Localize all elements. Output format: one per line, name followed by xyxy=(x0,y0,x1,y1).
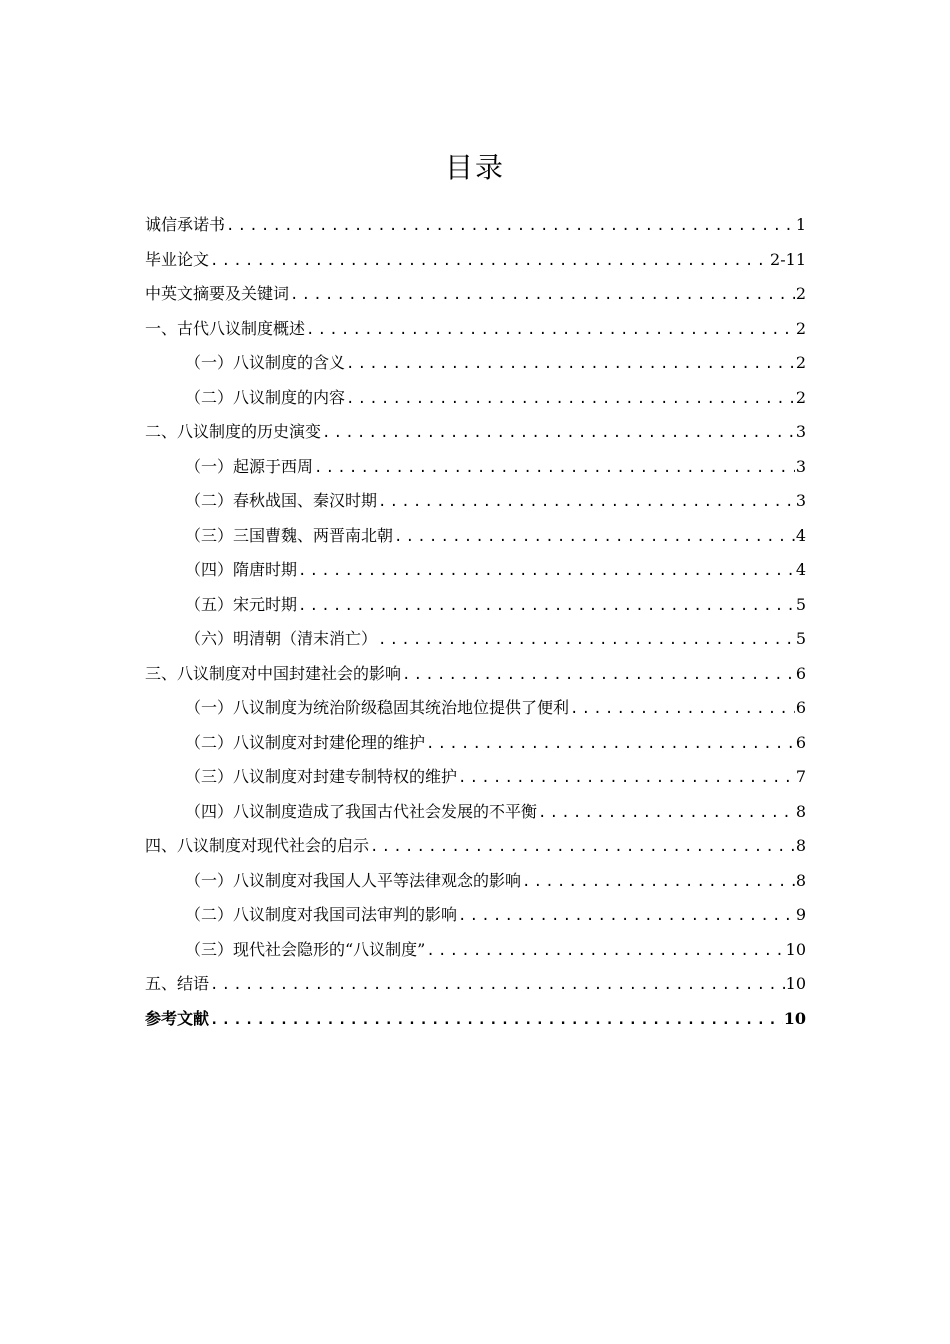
toc-entry-label: （二）八议制度对我国司法审判的影响 xyxy=(185,905,458,924)
toc-entry-page: 8 xyxy=(795,870,806,890)
toc-entry-page: 5 xyxy=(795,594,806,614)
toc-entry-page: 9 xyxy=(795,905,806,924)
toc-subentry[interactable] xyxy=(145,450,806,485)
toc-entry-page: 6 xyxy=(795,698,806,717)
toc-entry-label: 毕业论文 xyxy=(145,249,210,269)
table-of-contents xyxy=(145,208,806,1036)
toc-entry-label: 一、古代八议制度概述 xyxy=(145,318,306,338)
toc-subentry[interactable] xyxy=(145,346,806,381)
toc-entry-page: 6 xyxy=(795,663,806,683)
toc-entry-page: 8 xyxy=(795,836,806,855)
toc-subentry[interactable] xyxy=(145,795,806,830)
dot-leader xyxy=(314,451,795,486)
toc-subentry[interactable] xyxy=(145,933,806,968)
toc-subentry[interactable] xyxy=(145,622,806,657)
dot-leader xyxy=(210,968,785,1003)
toc-entry-page: 2-11 xyxy=(770,249,806,269)
dot-leader xyxy=(290,278,795,313)
toc-entry-label: （五）宋元时期 xyxy=(185,594,298,614)
dot-leader xyxy=(426,934,784,969)
toc-entry-label: （三）现代社会隐形的“八议制度” xyxy=(185,939,426,959)
dot-leader xyxy=(394,520,795,555)
toc-entry[interactable] xyxy=(145,967,806,1002)
toc-entry-page: 2 xyxy=(795,318,806,338)
dot-leader xyxy=(346,347,795,382)
toc-entry-label: （一）八议制度为统治阶级稳固其统治地位提供了便利 xyxy=(185,698,570,717)
dot-leader xyxy=(210,244,769,279)
toc-entry-label: （四）八议制度造成了我国古代社会发展的不平衡 xyxy=(185,801,538,821)
toc-entry-page: 10 xyxy=(783,1008,806,1028)
toc-entry-page: 10 xyxy=(785,939,806,959)
toc-entry-page: 3 xyxy=(795,456,806,476)
toc-entry-page: 3 xyxy=(795,491,806,510)
toc-entry-label: （三）八议制度对封建专制特权的维护 xyxy=(185,767,458,786)
dot-leader xyxy=(378,485,795,520)
dot-leader xyxy=(378,623,795,658)
toc-subentry[interactable] xyxy=(145,553,806,588)
toc-entry[interactable] xyxy=(145,208,806,243)
toc-entry-page: 8 xyxy=(795,801,806,821)
toc-entry-label: （二）春秋战国、秦汉时期 xyxy=(185,491,378,510)
toc-entry-page: 1 xyxy=(795,215,806,234)
dot-leader xyxy=(402,658,795,693)
dot-leader xyxy=(426,727,795,762)
toc-entry-label: （一）八议制度对我国人人平等法律观念的影响 xyxy=(185,870,522,890)
toc-entry-label: （二）八议制度对封建伦理的维护 xyxy=(185,732,426,752)
dot-leader xyxy=(522,865,795,900)
toc-subentry[interactable] xyxy=(145,864,806,899)
toc-entry-label: （二）八议制度的内容 xyxy=(185,387,346,407)
toc-entry-label: （一）起源于西周 xyxy=(185,456,314,476)
toc-entry-label: 诚信承诺书 xyxy=(145,215,226,234)
toc-entry-page: 10 xyxy=(785,974,806,993)
toc-subentry[interactable] xyxy=(145,588,806,623)
toc-entry-label: （六）明清朝（清末消亡） xyxy=(185,629,378,648)
toc-subentry[interactable] xyxy=(145,519,806,554)
toc-entry-page: 2 xyxy=(795,353,806,372)
toc-entry-label: 中英文摘要及关键词 xyxy=(145,284,290,303)
toc-title: 目录 xyxy=(444,151,505,184)
dot-leader xyxy=(298,589,795,624)
dot-leader xyxy=(306,313,795,348)
dot-leader xyxy=(570,692,795,727)
toc-entry[interactable] xyxy=(145,312,806,347)
dot-leader xyxy=(370,830,795,865)
dot-leader xyxy=(458,761,795,796)
toc-entry-label: （一）八议制度的含义 xyxy=(185,353,346,372)
dot-leader xyxy=(298,554,795,589)
toc-entry[interactable] xyxy=(145,829,806,864)
toc-subentry[interactable] xyxy=(145,691,806,726)
toc-entry-page: 4 xyxy=(795,525,806,545)
toc-subentry[interactable] xyxy=(145,898,806,933)
dot-leader xyxy=(210,1003,783,1038)
toc-entry-page: 3 xyxy=(795,422,806,441)
toc-entry-label: 五、结语 xyxy=(145,974,210,993)
toc-entry-page: 6 xyxy=(795,732,806,752)
toc-entry[interactable] xyxy=(145,415,806,450)
toc-entry[interactable] xyxy=(145,243,806,278)
toc-entry-label: 三、八议制度对中国封建社会的影响 xyxy=(145,663,402,683)
toc-entry-label: （四）隋唐时期 xyxy=(185,560,298,579)
toc-subentry[interactable] xyxy=(145,726,806,761)
toc-entry[interactable] xyxy=(145,657,806,692)
toc-entry-page: 4 xyxy=(795,560,806,579)
toc-entry-page: 2 xyxy=(795,387,806,407)
toc-entry-label: 参考文献 xyxy=(145,1008,210,1028)
toc-subentry[interactable] xyxy=(145,760,806,795)
dot-leader xyxy=(322,416,795,451)
toc-entry-label: （三）三国曹魏、两晋南北朝 xyxy=(185,525,394,545)
toc-entry-page: 2 xyxy=(795,284,806,303)
toc-subentry[interactable] xyxy=(145,484,806,519)
toc-entry-label: 二、八议制度的历史演变 xyxy=(145,422,322,441)
dot-leader xyxy=(538,796,795,831)
toc-entry-references[interactable] xyxy=(145,1002,806,1037)
toc-entry-label: 四、八议制度对现代社会的启示 xyxy=(145,836,370,855)
toc-entry[interactable] xyxy=(145,277,806,312)
dot-leader xyxy=(226,209,795,244)
toc-entry-page: 7 xyxy=(795,767,806,786)
dot-leader xyxy=(346,382,795,417)
toc-entry-page: 5 xyxy=(795,629,806,648)
dot-leader xyxy=(458,899,795,934)
toc-subentry[interactable] xyxy=(145,381,806,416)
